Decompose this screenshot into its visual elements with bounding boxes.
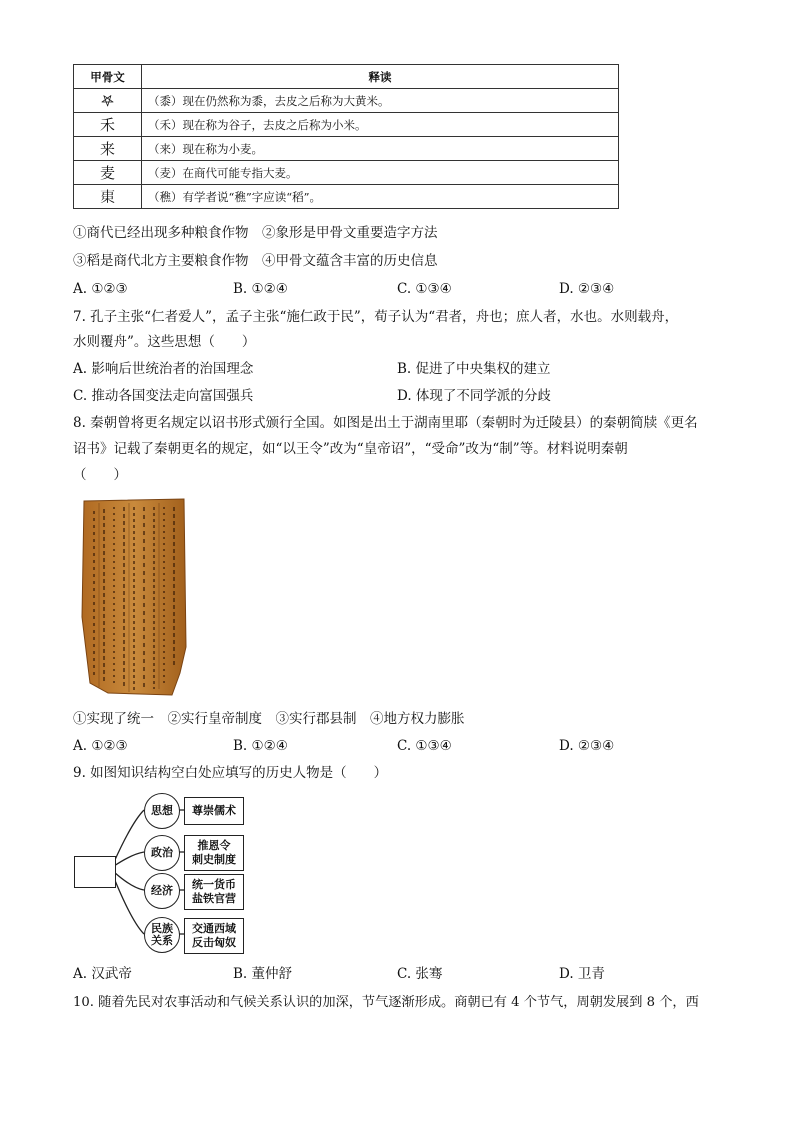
branch-label-economy: 经济 [144,873,180,909]
branch-label-thought: 思想 [144,793,180,829]
q7-option-a[interactable]: A. 影响后世统治者的治国理念 [73,361,254,377]
q6-option-a[interactable]: A. ①②③ [73,281,128,297]
q6-statements-1: ①商代已经出现多种粮食作物 ②象形是甲骨文重要造字方法 [73,225,438,241]
blank-answer-box [74,856,116,888]
meaning-cell: （黍）现在仍然称为黍，去皮之后称为大黄米。 [142,89,619,113]
q6-statements-2: ③稻是商代北方主要粮食作物 ④甲骨文蕴含丰富的历史信息 [73,253,438,269]
qin-bamboo-slip-image [80,497,190,697]
content-line: 统一货币 [192,878,236,891]
q9-option-a[interactable]: A. 汉武帝 [73,966,132,982]
branch-label-politics: 政治 [144,835,180,871]
q7-option-d[interactable]: D. 体现了不同学派的分歧 [397,388,551,404]
meaning-cell: （穛）有学者说“穛”字应读“稻”。 [142,185,619,209]
q9-stem: 9. 如图知识结构空白处应填写的历史人物是（ ） [73,765,388,781]
content-line: 盐铁官营 [192,892,236,905]
content-line: 反击匈奴 [192,936,236,949]
meaning-cell: （禾）现在称为谷子，去皮之后称为小米。 [142,113,619,137]
knowledge-structure-diagram [72,792,252,957]
q7-stem-1: 7. 孔子主张“仁者爱人”，孟子主张“施仁政于民”，荀子认为“君者，舟也；庶人者，水也。水则载舟， [73,309,679,325]
q8-stem-2: 诏书》记载了秦朝更名的规定，如“以王令”改为“皇帝诏”，“受命”改为“制”等。材料说明秦朝 [73,441,628,457]
branch-content-politics [184,835,244,871]
table-row [74,113,619,137]
branch-content-economy [184,874,244,910]
q8-option-b[interactable]: B. ①②④ [233,738,288,754]
q7-option-c[interactable]: C. 推动各国变法走向富国强兵 [73,388,254,404]
q9-option-d[interactable]: D. 卫青 [559,966,605,982]
q9-option-c[interactable]: C. 张骞 [397,966,443,982]
branch-content-thought [184,797,244,825]
table-row [74,161,619,185]
q8-option-a[interactable]: A. ①②③ [73,738,128,754]
q9-option-b[interactable]: B. 董仲舒 [233,966,293,982]
header-meaning: 释读 [142,65,619,89]
q8-statements: ①实现了统一 ②实行皇帝制度 ③实行郡县制 ④地方权力膨胀 [73,711,465,727]
q8-stem-3: （ ） [73,467,127,483]
q8-option-c[interactable]: C. ①③④ [397,738,452,754]
q6-option-d[interactable]: D. ②③④ [559,281,615,297]
q6-option-c[interactable]: C. ①③④ [397,281,452,297]
content-line: 尊崇儒术 [192,804,236,817]
q8-stem-1: 8. 秦朝曾将更名规定以诏书形式颁行全国。如图是出土于湖南里耶（秦朝时为迁陵县）的秦朝简牍《更名 [73,415,698,431]
q6-option-b[interactable]: B. ①②④ [233,281,288,297]
glyph-cell: 𖤐 [74,89,142,113]
oracle-bone-table [73,64,619,209]
branch-content-ethnic-relations [184,918,244,954]
glyph-cell: 禾 [74,113,142,137]
q7-option-b[interactable]: B. 促进了中央集权的建立 [397,361,551,377]
q7-stem-2: 水则覆舟”。这些思想（ ） [73,334,256,350]
meaning-cell: （麦）在商代可能专指大麦。 [142,161,619,185]
glyph-cell: 𣐺 [74,185,142,209]
glyph-cell: 来 [74,137,142,161]
table-header-row [74,65,619,89]
branch-label-ethnic-relations [144,917,180,953]
content-line: 刺史制度 [192,853,236,866]
table-row [74,89,619,113]
meaning-cell: （来）现在称为小麦。 [142,137,619,161]
content-line: 交通西域 [192,922,236,935]
glyph-cell: 麦 [74,161,142,185]
content-line: 推恩令 [197,839,231,852]
header-glyph: 甲骨文 [74,65,142,89]
q10-stem-1: 10. 随着先民对农事活动和气候关系认识的加深，节气逐渐形成。商朝已有 4 个节气，周朝发展到 8 个，西 [73,995,699,1010]
label-text: 民族关系 [151,922,173,947]
table-row [74,185,619,209]
q8-option-d[interactable]: D. ②③④ [559,738,615,754]
table-row [74,137,619,161]
